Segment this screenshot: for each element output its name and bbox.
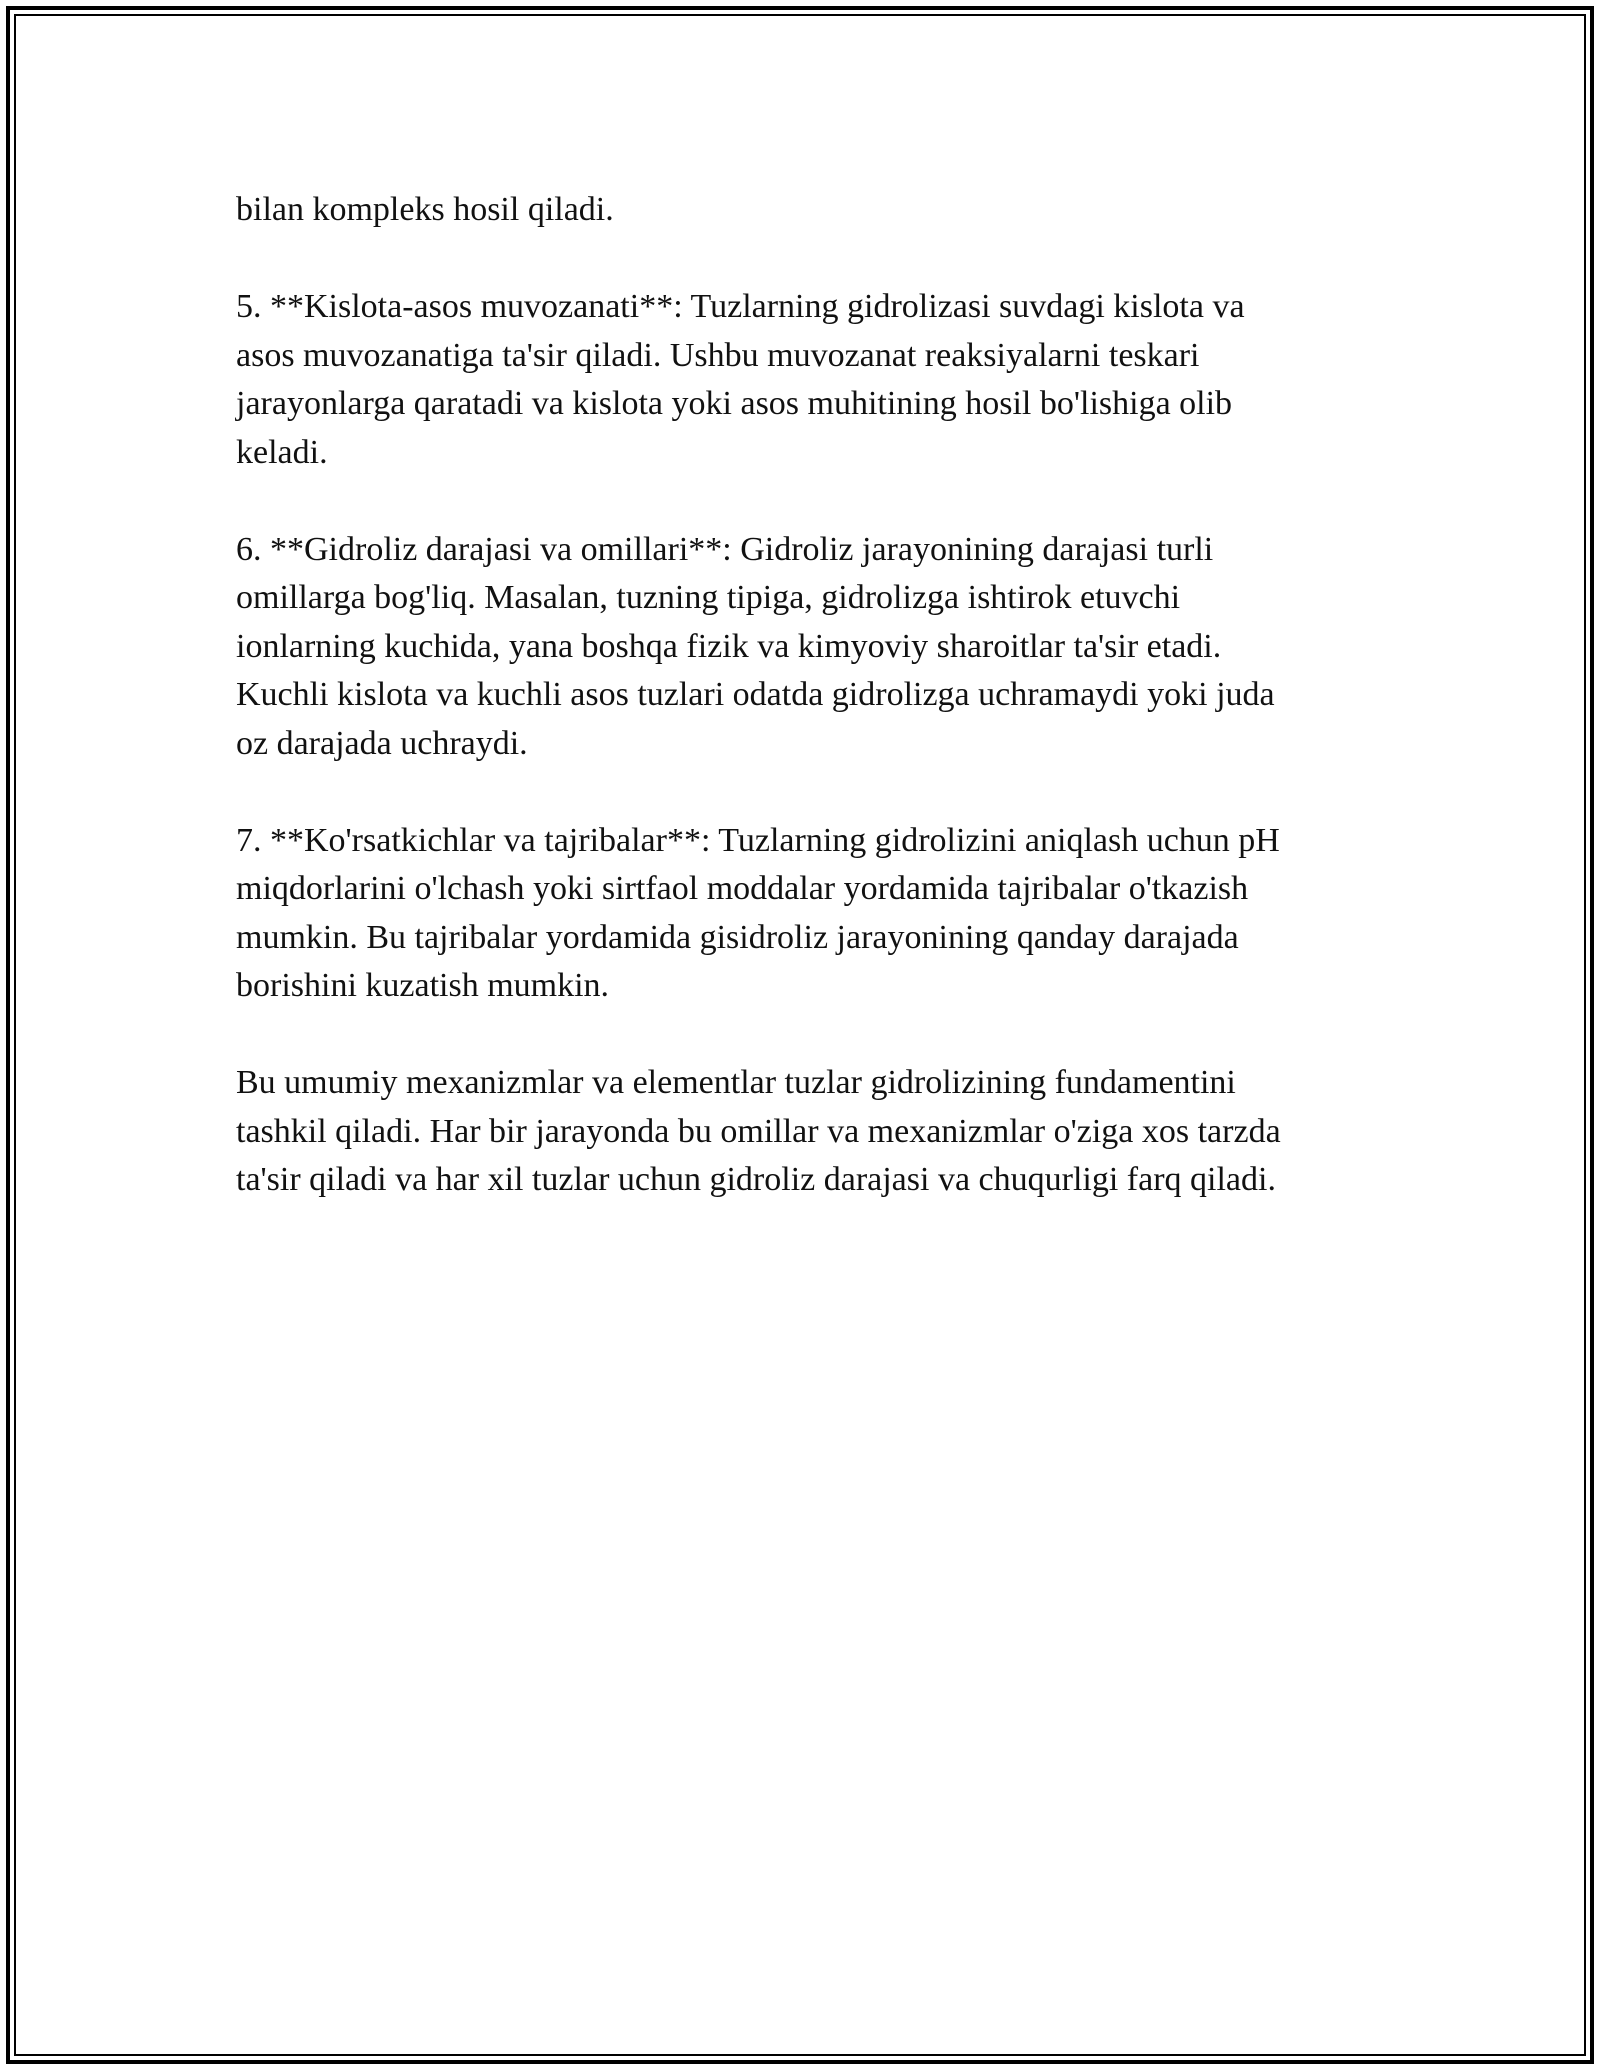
paragraph-korsatkichlar: 7. **Ko'rsatkichlar va tajribalar**: Tuzlarning gidrolizini aniqlash uchun pH miqdorlarini o'lchash yoki sirtfaol moddalar yordamida tajribalar o'tkazish mumkin. Bu tajribalar yordamida gisidroliz jarayonining qanday darajada borishini kuzatish mumkin. — [236, 821, 1280, 1004]
paragraph-gidroliz-darajasi: 6. **Gidroliz darajasi va omillari**: Gidroliz jarayonining darajasi turli omillarga bog'liq. Masalan, tuzning tipiga, gidrolizga ishtirok etuvchi ionlarning kuchida, yana boshqa fizik va kimyoviy sharoitlar ta'sir etadi. Kuchli kislota va kuchli asos tuzlari odatda gidrolizga uchramaydi yoki juda oz darajada uchraydi. — [236, 530, 1275, 762]
document-body — [236, 186, 1386, 1253]
paragraph-continuation: bilan kompleks hosil qiladi. — [236, 191, 614, 228]
paragraph-conclusion: Bu umumiy mexanizmlar va elementlar tuzlar gidrolizining fundamentini tashkil qiladi. Har bir jarayonda bu omillar va mexanizmlar o'ziga xos tarzda ta'sir qiladi va har xil tuzlar uchun gidroliz darajasi va chuqurligi farq qiladi. — [236, 1064, 1281, 1198]
paragraph-kislota-asos-muvozanati: 5. **Kislota-asos muvozanati**: Tuzlarning gidrolizasi suvdagi kislota va asos muvozanatiga ta'sir qiladi. Ushbu muvozanat reaksiyalarni teskari jarayonlarga qaratadi va kislota yoki asos muhitining hosil bo'lishiga olib keladi. — [236, 288, 1245, 471]
